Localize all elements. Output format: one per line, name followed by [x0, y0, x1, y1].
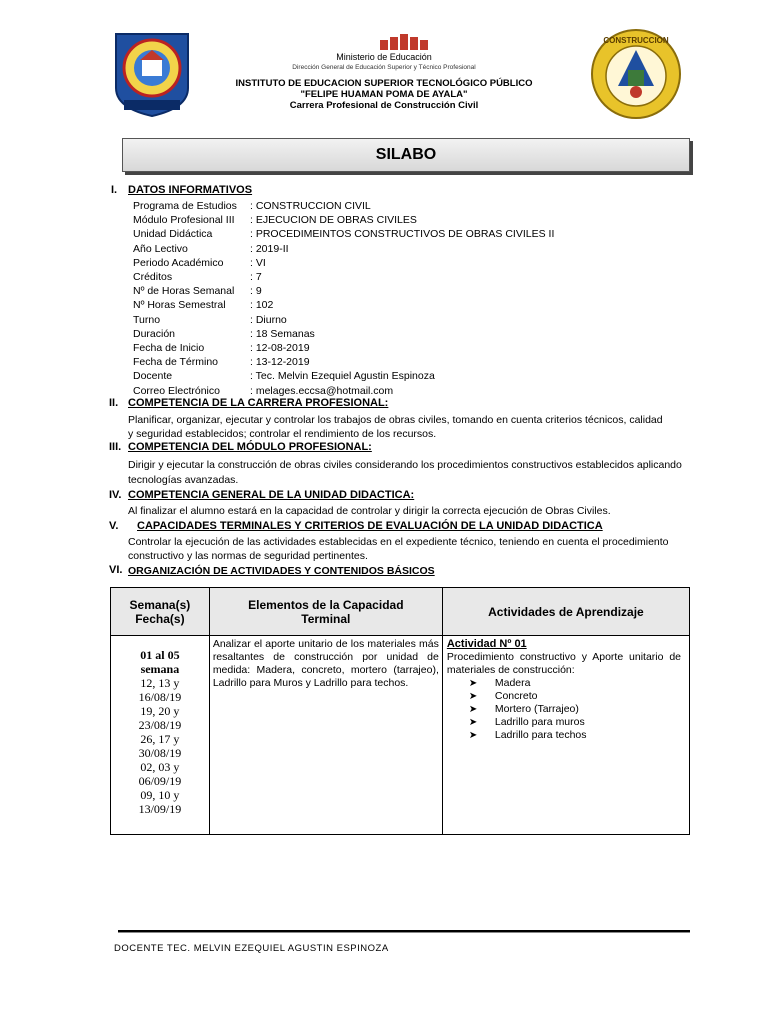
- activity-item: ➤ Mortero (Tarrajeo): [469, 703, 681, 716]
- info-value: : melages.eccsa@hotmail.com: [250, 384, 394, 397]
- info-value: : PROCEDIMEINTOS CONSTRUCTIVOS DE OBRAS CIVILES II: [250, 228, 555, 241]
- institute-name: "FELIPE HUAMAN POMA DE AYALA": [300, 89, 468, 100]
- info-label: Correo Electrónico: [133, 384, 220, 397]
- footer-teacher: DOCENTE TEC. MELVIN EZEQUIEL AGUSTIN ESPINOZA: [114, 943, 389, 954]
- activity-item: ➤ Concreto: [469, 690, 681, 703]
- table-row: [111, 636, 690, 835]
- document-title: SILABO: [122, 138, 690, 172]
- section-5-title: CAPACIDADES TERMINALES Y CRITERIOS DE EVALUACIÓN DE LA UNIDAD DIDACTICA: [137, 520, 603, 532]
- week-date: 23/08/19: [138, 718, 182, 732]
- section-5-number: V.: [109, 520, 119, 532]
- info-label: Fecha de Término: [133, 356, 219, 369]
- section-1-title: DATOS INFORMATIVOS: [128, 184, 253, 196]
- info-label: Créditos: [133, 271, 173, 283]
- info-value: : Diurno: [250, 313, 287, 326]
- info-value: : 13-12-2019: [250, 356, 310, 369]
- section-3-number: III.: [109, 441, 122, 453]
- section-1-number: I.: [111, 184, 118, 196]
- week-range-label: semana: [140, 662, 180, 676]
- week-date: 12, 13 y: [140, 676, 180, 690]
- week-date: 19, 20 y: [140, 704, 180, 718]
- activity-item: ➤ Ladrillo para techos: [469, 729, 681, 742]
- info-label: Docente: [133, 370, 173, 383]
- activities-cell: [442, 636, 689, 835]
- career-competence-line-2: y seguridad establecidos; controlar el rendimiento de los recursos.: [128, 428, 437, 440]
- week-date: 16/08/19: [138, 690, 182, 704]
- activity-title: Actividad Nº 01: [446, 638, 527, 650]
- terminal-capacity-line-2: constructivo y las normas de seguridad pertinentes.: [128, 550, 368, 562]
- week-date: 30/08/19: [138, 746, 182, 760]
- header-weeks: Semana(s) Fecha(s): [111, 588, 210, 636]
- week-date: 09, 10 y: [140, 788, 180, 802]
- terminal-capacity-line-1: Controlar la ejecución de las actividades establecidas en el expediente técnico, teniendo en cuenta el procedimiento: [128, 536, 669, 548]
- info-value: : 12-08-2019: [250, 342, 310, 354]
- module-competence-line-2: tecnologías avanzadas.: [128, 474, 239, 486]
- weeks-cell: [111, 636, 210, 835]
- section-4-number: IV.: [109, 489, 122, 501]
- footer-divider: [118, 930, 690, 932]
- info-label: Programa de Estudios: [133, 200, 237, 212]
- info-label: Periodo Académico: [133, 256, 224, 269]
- info-value: : EJECUCION DE OBRAS CIVILES: [250, 214, 417, 227]
- table-header-row: [111, 588, 690, 636]
- week-range: 01 al 05: [140, 648, 180, 662]
- module-competence-line-1: Dirigir y ejecutar la construcción de obras civiles considerando los procedimientos constructivos establecidos aplicando: [128, 459, 682, 471]
- info-label: Turno: [133, 313, 161, 326]
- info-value: : VI: [250, 256, 266, 269]
- week-date: 02, 03 y: [140, 760, 180, 774]
- info-label: Módulo Profesional III: [133, 214, 235, 227]
- career-competence-line-1: Planificar, organizar, ejecutar y controlar los trabajos de obras civiles, tomando en cuenta criterios técnicos, calidad: [128, 414, 663, 426]
- activity-item: ➤ Madera: [469, 677, 681, 690]
- section-2-number: II.: [109, 397, 119, 409]
- dates-list: [111, 676, 209, 816]
- construction-logo-text: CONSTRUCCION: [603, 36, 669, 45]
- header-elements: Elementos de la Capacidad Terminal: [209, 588, 442, 636]
- info-value: : 7: [250, 271, 262, 283]
- capacity-elements-cell: Analizar el aporte unitario de los materiales más resaltantes de construcción por unidad de medida: Madera, concreto, mortero (tarrajeo), Ladrillo para Muros y Ladrillo para techos.: [209, 636, 442, 835]
- info-value: : 18 Semanas: [250, 327, 315, 340]
- header-activities: Actividades de Aprendizaje: [442, 588, 689, 636]
- institute-title: INSTITUTO DE EDUCACION SUPERIOR TECNOLÓGICO PÚBLICO: [235, 78, 533, 89]
- activity-description: Procedimiento constructivo y Aporte unitario de materiales de construcción:: [446, 651, 681, 676]
- info-label: Fecha de Inicio: [133, 342, 205, 354]
- section-6-title: ORGANIZACIÓN DE ACTIVIDADES Y CONTENIDOS BÁSICOS: [128, 565, 435, 577]
- unit-competence-line-1: Al finalizar el alumno estará en la capacidad de controlar y dirigir la correcta ejecución de Obras Civiles.: [128, 505, 611, 517]
- week-date: 13/09/19: [138, 802, 182, 816]
- section-2-title: COMPETENCIA DE LA CARRERA PROFESIONAL:: [128, 397, 389, 409]
- section-4-title: COMPETENCIA GENERAL DE LA UNIDAD DIDACTICA:: [128, 489, 415, 501]
- section-6-number: VI.: [109, 564, 123, 576]
- career-name: Carrera Profesional de Construcción Civil: [289, 100, 479, 111]
- info-value: : 102: [250, 299, 274, 312]
- ministry-title: Ministerio de Educación: [336, 52, 432, 62]
- activity-item: ➤ Ladrillo para muros: [469, 716, 681, 729]
- info-label: Nº Horas Semestral: [133, 299, 226, 312]
- week-date: 06/09/19: [138, 774, 182, 788]
- info-label: Duración: [133, 327, 176, 340]
- info-value: : Tec. Melvin Ezequiel Agustin Espinoza: [250, 370, 435, 383]
- activity-items: [447, 677, 681, 742]
- info-value: : CONSTRUCCION CIVIL: [250, 200, 371, 212]
- info-label: Año Lectivo: [133, 242, 188, 255]
- info-label: Unidad Didáctica: [133, 228, 213, 241]
- ministry-logo-icon: [378, 32, 430, 50]
- info-value: : 9: [250, 285, 262, 298]
- activities-table: [110, 587, 690, 835]
- ministry-subtitle: Dirección General de Educación Superior y Técnico Profesional: [292, 64, 476, 71]
- week-date: 26, 17 y: [140, 732, 180, 746]
- info-value: : 2019-II: [250, 242, 289, 255]
- info-label: Nº de Horas Semanal: [133, 285, 235, 298]
- section-3-title: COMPETENCIA DEL MÓDULO PROFESIONAL:: [128, 441, 372, 453]
